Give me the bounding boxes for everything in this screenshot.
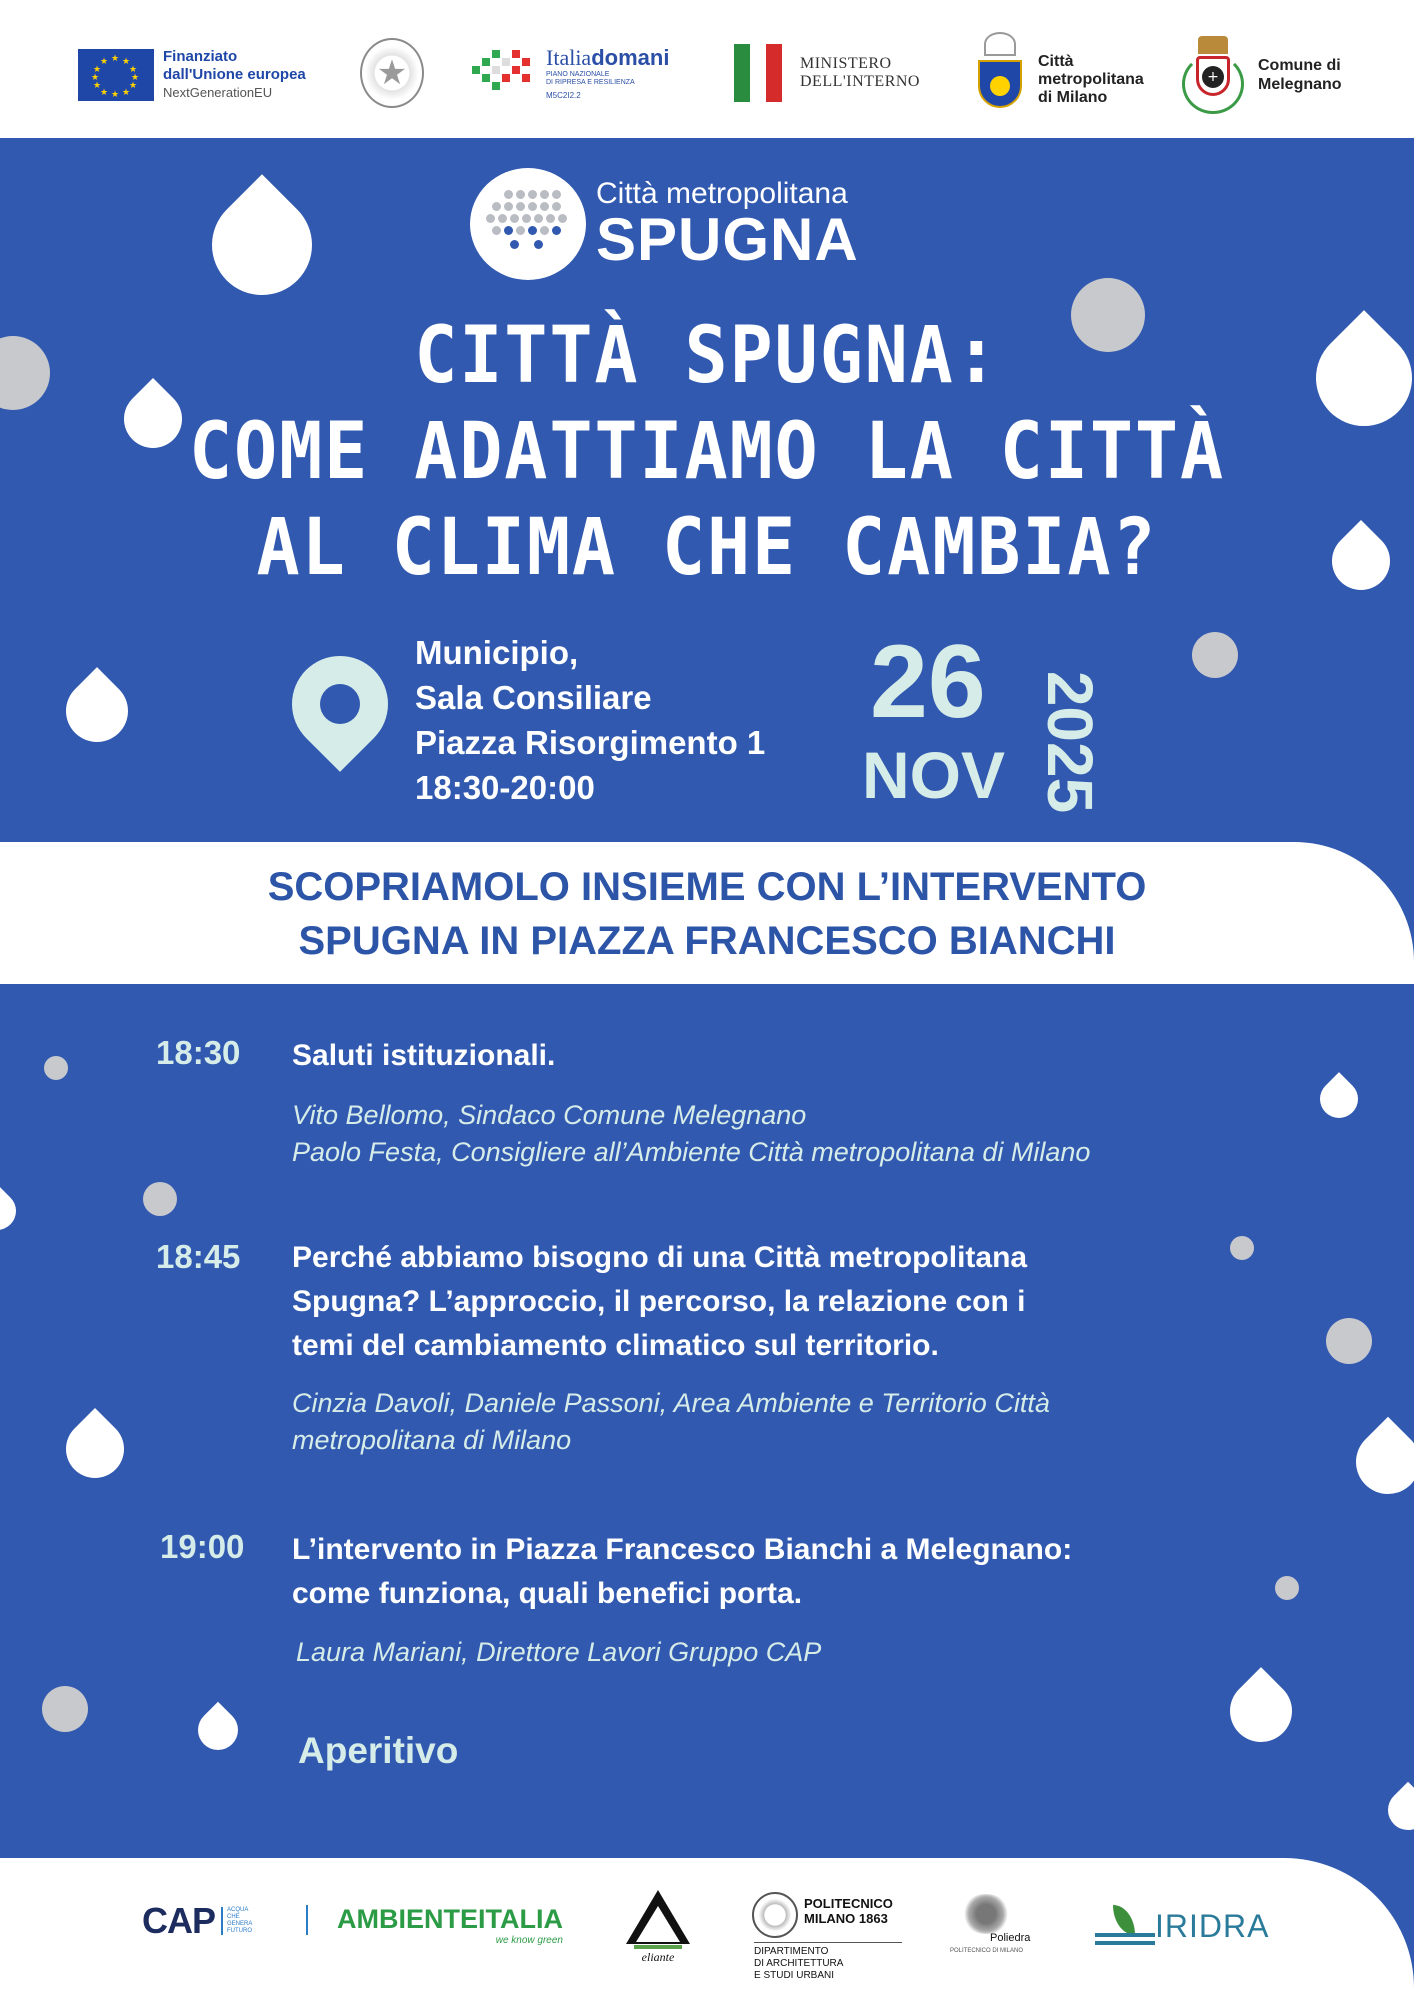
eu-text-line1: Finanziato: [163, 48, 238, 65]
agenda-title-line: Spugna? L’approccio, il percorso, la relazione con i: [292, 1285, 1026, 1318]
cap-sub-line: ACQUA: [227, 1907, 249, 1913]
water-drop-icon: [1343, 1417, 1414, 1508]
agenda-title-line: come funziona, quali benefici porta.: [292, 1577, 803, 1610]
polimi-line1: POLITECNICO: [804, 1896, 893, 1911]
poliedra-name: Poliedra: [990, 1932, 1031, 1944]
top-logo-bar: [0, 0, 1414, 138]
eliante-logo: [616, 1890, 700, 1968]
agenda-time: 19:00: [160, 1528, 245, 1565]
cap-word: CAP: [142, 1900, 216, 1941]
venue-line3: Piazza Risorgimento 1: [415, 724, 766, 761]
agenda-time: 18:45: [156, 1238, 241, 1275]
aperitivo-label: Aperitivo: [298, 1730, 459, 1771]
event-title: [0, 308, 1414, 596]
date-year: 2025: [1034, 670, 1106, 814]
agenda-speaker-line: Vito Bellomo, Sindaco Comune Melegnano: [292, 1100, 807, 1130]
decorative-dot: [44, 1056, 68, 1080]
decorative-dot: [1326, 1318, 1372, 1364]
agenda-title: [292, 1528, 1072, 1616]
title-line1: CITTÀ SPUGNA:: [414, 311, 1000, 401]
ministero-line2: DELL'INTERNO: [800, 73, 920, 90]
water-drop-icon: [190, 1702, 247, 1759]
eu-logo: [78, 48, 306, 102]
agenda-time: 18:30: [156, 1034, 241, 1071]
water-drop-icon: [53, 667, 141, 755]
italiadomani-brand: Italia: [546, 44, 592, 70]
ambienteitalia-tagline: we know green: [495, 1935, 563, 1946]
decorative-dot: [1192, 632, 1238, 678]
agenda-speaker-line: Laura Mariani, Direttore Lavori Gruppo CAP: [296, 1637, 822, 1667]
milano-shield-icon: [978, 52, 1022, 108]
location-pin-icon: [290, 656, 390, 776]
agenda-speakers: [292, 1385, 1050, 1459]
agenda-title-line: L’intervento in Piazza Francesco Bianchi a Melegnano:: [292, 1533, 1073, 1566]
water-drop-icon: [1312, 1072, 1366, 1126]
italiadomani-sub1: PIANO NAZIONALE: [546, 70, 610, 78]
agenda-title-line: Saluti istituzionali.: [292, 1039, 556, 1072]
italiadomani-mark-icon: [470, 44, 540, 100]
politecnico-seal-icon: [752, 1892, 798, 1938]
agenda-title-line: Perché abbiamo bisogno di una Città metropolitana: [292, 1241, 1028, 1274]
italiadomani-brand-bold: domani: [591, 44, 670, 70]
iridra-logo: [1095, 1908, 1269, 1945]
date-day: 26: [870, 624, 986, 740]
water-drop-icon: [1380, 1782, 1414, 1839]
iridra-name: IRIDRA: [1155, 1908, 1270, 1944]
poliedra-sub: POLITECNICO DI MILANO: [950, 1948, 1024, 1954]
ministero-line1: MINISTERO: [800, 55, 892, 72]
subtitle-band-text: [0, 860, 1414, 968]
title-line3: AL CLIMA CHE CAMBIA?: [256, 503, 1158, 593]
ministero-logo: [734, 44, 920, 102]
agenda-speaker-line: Paolo Festa, Consigliere all’Ambiente Città metropolitana di Milano: [292, 1137, 1091, 1167]
cittametro-line3: di Milano: [1038, 89, 1108, 106]
polimi-dept-line: E STUDI URBANI: [754, 1970, 835, 1981]
cap-sub-line: FUTURO: [227, 1928, 253, 1934]
cittametro-line2: metropolitana: [1038, 71, 1144, 88]
spugna-logo-big: SPUGNA: [596, 206, 859, 273]
venue-time: 18:30-20:00: [415, 769, 595, 806]
agenda-title: [292, 1034, 555, 1078]
eu-text-line2: dall'Unione europea: [163, 66, 306, 83]
agenda-speaker-line: Cinzia Davoli, Daniele Passoni, Area Ambiente e Territorio Città: [292, 1388, 1050, 1418]
italiadomani-sub2: DI RIPRESA E RESILIENZA: [546, 78, 635, 86]
polimi-dept-line: DI ARCHITETTURA: [754, 1958, 844, 1969]
cittametro-line1: Città: [1038, 53, 1074, 70]
italian-flag-icon: [734, 44, 782, 102]
logo-separator: [306, 1905, 308, 1935]
water-drop-icon: [0, 1184, 24, 1238]
agenda-speakers: [296, 1634, 821, 1671]
decorative-dot: [1230, 1236, 1254, 1260]
venue-line2: Sala Consiliare: [415, 679, 652, 716]
water-drop-icon: [191, 174, 332, 315]
cap-sub-line: CHE: [227, 1914, 240, 1920]
band-line1: SCOPRIAMOLO INSIEME CON L’INTERVENTO: [267, 865, 1147, 909]
spugna-logo: [470, 168, 859, 280]
decorative-dot: [143, 1182, 177, 1216]
decorative-dot: [42, 1686, 88, 1732]
polimi-line2: MILANO 1863: [804, 1911, 888, 1926]
title-line2: COME ADATTIAMO LA CITTÀ: [188, 407, 1226, 497]
water-drop-icon: [1217, 1667, 1305, 1755]
agenda-speakers: [292, 1097, 1090, 1171]
agenda-title-line: temi del cambiamento climatico sul territorio.: [292, 1329, 939, 1362]
ambienteitalia-logo: [337, 1904, 563, 1946]
eu-flag-icon: ★ ★ ★ ★ ★ ★ ★ ★ ★ ★ ★ ★: [78, 49, 154, 101]
spugna-logo-small: Città metropolitana: [596, 177, 848, 210]
leaf-wave-icon: [1095, 1913, 1155, 1945]
venue-info: [415, 630, 765, 810]
cap-logo: [142, 1900, 252, 1942]
agenda-title: [292, 1236, 1027, 1368]
poliedra-globe-icon: [962, 1894, 1010, 1934]
comune-line2: Melegnano: [1258, 76, 1342, 93]
comune-melegnano-logo: [1182, 36, 1342, 114]
polimi-dept-line: DIPARTIMENTO: [754, 1946, 829, 1957]
citta-metropolitana-logo: [978, 52, 1144, 108]
water-drop-icon: [54, 1408, 136, 1490]
republic-emblem-icon: [360, 38, 424, 108]
comune-line1: Comune di: [1258, 57, 1341, 74]
venue-line1: Municipio,: [415, 634, 579, 671]
italiadomani-code: M5C2I2.2: [546, 90, 581, 100]
agenda-speaker-line: metropolitana di Milano: [292, 1425, 572, 1455]
ambienteitalia-name: AMBIENTEITALIA: [337, 1904, 563, 1934]
italian-republic-emblem: [360, 38, 424, 108]
italiadomani-logo: [470, 44, 669, 100]
melegnano-crest-icon: +: [1182, 36, 1244, 114]
eu-text-line3: NextGenerationEU: [163, 85, 273, 100]
cap-sub-line: GENERA: [227, 1921, 253, 1927]
date-month: NOV: [862, 738, 1006, 812]
band-line2: SPUGNA IN PIAZZA FRANCESCO BIANCHI: [298, 919, 1116, 963]
sponge-map-icon: [470, 168, 586, 280]
decorative-dot: [1275, 1576, 1299, 1600]
poliedra-logo: [950, 1888, 1046, 1958]
eliante-name: eliante: [641, 1950, 675, 1964]
